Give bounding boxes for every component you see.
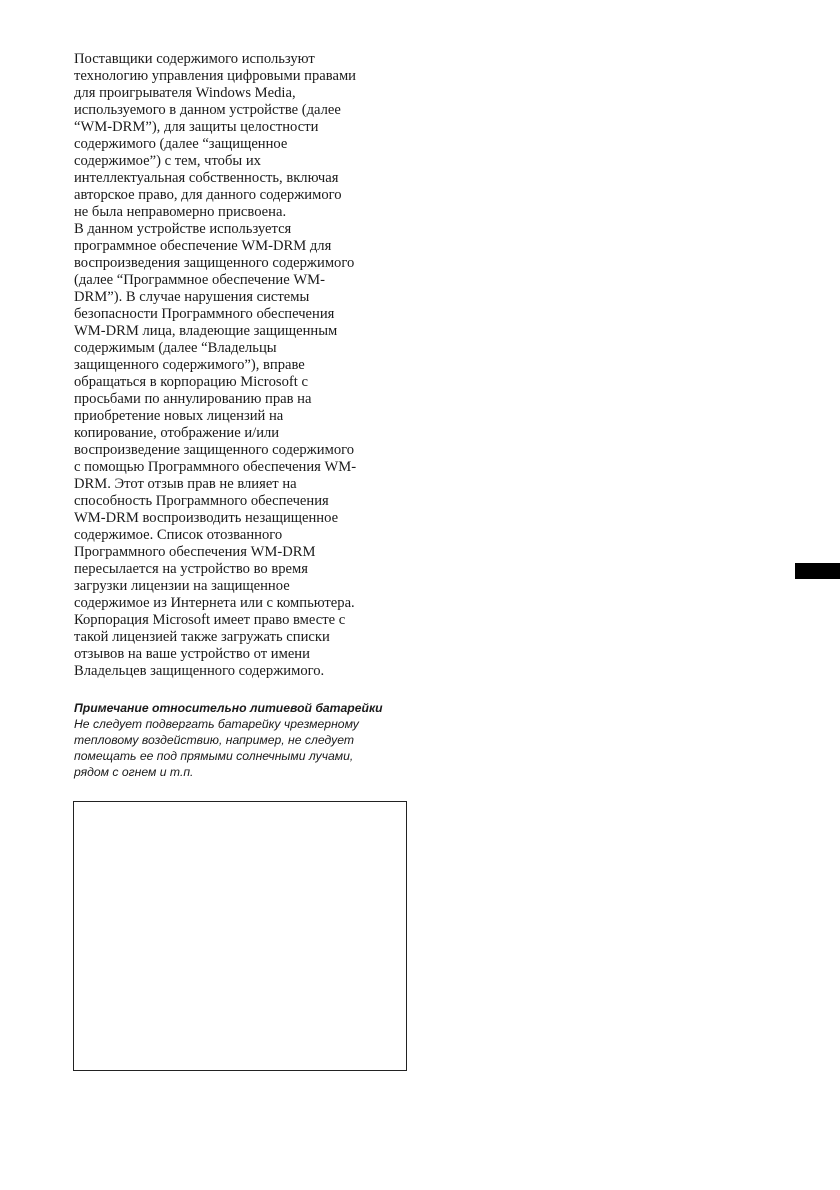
- note-line: тепловому воздействию, например, не следует: [74, 733, 354, 747]
- text-line: приобретение новых лицензий на: [74, 408, 284, 424]
- note-line: рядом с огнем и т.п.: [74, 765, 194, 779]
- text-line: DRM”). В случае нарушения системы: [74, 289, 310, 305]
- text-line: способность Программного обеспечения: [74, 493, 329, 509]
- text-line: “WM-DRM”), для защиты целостности: [74, 119, 319, 135]
- text-line: содержимое из Интернета или с компьютера.: [74, 595, 355, 611]
- text-line: WM-DRM лица, владеющие защищенным: [74, 323, 338, 339]
- text-line: воспроизведение защищенного содержимого: [74, 442, 355, 458]
- text-line: не была неправомерно присвоена.: [74, 204, 287, 220]
- text-line: DRM. Этот отзыв прав не влияет на: [74, 476, 297, 492]
- text-line: программное обеспечение WM-DRM для: [74, 238, 332, 254]
- body-text: [74, 51, 414, 680]
- text-line: Владельцев защищенного содержимого.: [74, 663, 325, 679]
- note-line: Не следует подвергать батарейку чрезмерному: [74, 717, 359, 731]
- text-line: В данном устройстве используется: [74, 221, 292, 237]
- text-line: содержимым (далее “Владельцы: [74, 340, 277, 356]
- text-line: содержимое. Список отозванного: [74, 527, 283, 543]
- text-line: пересылается на устройство во время: [74, 561, 308, 577]
- text-line: авторское право, для данного содержимого: [74, 187, 342, 203]
- text-line: загрузки лицензии на защищенное: [74, 578, 290, 594]
- text-line: воспроизведения защищенного содержимого: [74, 255, 355, 271]
- text-line: копирование, отображение и/или: [74, 425, 280, 441]
- text-line: используемого в данном устройстве (далее: [74, 102, 341, 118]
- text-line: (далее “Программное обеспечение WM-: [74, 272, 325, 288]
- text-line: WM-DRM воспроизводить незащищенное: [74, 510, 339, 526]
- text-line: безопасности Программного обеспечения: [74, 306, 335, 322]
- text-line: для проигрывателя Windows Media,: [74, 85, 296, 101]
- text-line: Корпорация Microsoft имеет право вместе с: [74, 612, 346, 628]
- text-line: Поставщики содержимого используют: [74, 51, 315, 67]
- note-title: Примечание относительно литиевой батарейки: [74, 701, 383, 715]
- text-line: просьбами по аннулированию прав на: [74, 391, 312, 407]
- text-line: с помощью Программного обеспечения WM-: [74, 459, 357, 475]
- text-line: Программного обеспечения WM-DRM: [74, 544, 316, 560]
- text-line: интеллектуальная собственность, включая: [74, 170, 339, 186]
- language-tab-marker: [795, 563, 840, 579]
- text-line: обращаться в корпорацию Microsoft с: [74, 374, 308, 390]
- empty-frame: [73, 801, 407, 1071]
- text-line: технологию управления цифровыми правами: [74, 68, 356, 84]
- text-line: отзывов на ваше устройство от имени: [74, 646, 310, 662]
- text-line: содержимого (далее “защищенное: [74, 136, 288, 152]
- lithium-battery-note: [74, 700, 419, 780]
- text-line: такой лицензией также загружать списки: [74, 629, 330, 645]
- note-line: помещать ее под прямыми солнечными лучами,: [74, 749, 354, 763]
- text-line: содержимое”) с тем, чтобы их: [74, 153, 261, 169]
- text-line: защищенного содержимого”), вправе: [74, 357, 305, 373]
